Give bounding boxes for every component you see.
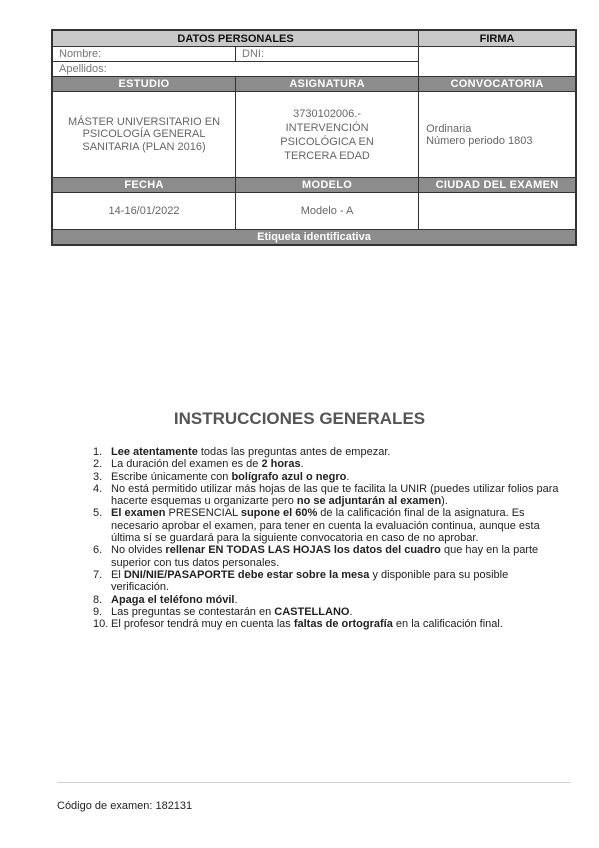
study-header: ESTUDIO [53, 77, 236, 92]
instruction-text: . [234, 593, 238, 606]
instruction-number: 7. [93, 568, 103, 581]
instruction-number: 4. [93, 482, 103, 495]
model-header: MODELO [236, 178, 419, 193]
instruction-emphasis: CASTELLANO [274, 605, 350, 618]
instruction-number: 8. [93, 593, 103, 606]
instruction-item [93, 606, 569, 618]
call-header: CONVOCATORIA [419, 77, 576, 92]
instruction-text: Escribe únicamente con [111, 470, 232, 483]
instructions-title: INSTRUCCIONES GENERALES [173, 409, 426, 428]
instruction-item [93, 594, 569, 606]
instructions-list [93, 446, 569, 630]
instruction-item [93, 446, 569, 458]
instruction-text: La duración del examen es de [111, 458, 262, 471]
dni-label: DNI: [242, 48, 265, 60]
instruction-text: El [111, 568, 124, 581]
instruction-emphasis: Lee atentamente [111, 446, 198, 458]
instruction-item [93, 458, 569, 470]
instruction-item [93, 471, 569, 483]
instruction-text: Las preguntas se contestarán en [111, 605, 275, 618]
instruction-text: que hay en la parte superior con tus datos personales. [111, 544, 539, 569]
instruction-number: 2. [93, 458, 103, 471]
exam-header-box [51, 29, 577, 246]
exam-code: Código de examen: 182131 [57, 800, 193, 812]
instruction-number: 10. [93, 618, 109, 631]
subject-header: ASIGNATURA [236, 77, 419, 92]
date-header: FECHA [53, 178, 236, 193]
instruction-text: ). [441, 495, 448, 508]
study-value: MÁSTER UNIVERSITARIO EN PSICOLOGÍA GENERAL SANITARIA (PLAN 2016) [53, 92, 236, 178]
instruction-emphasis: DNI/NIE/PASAPORTE debe estar sobre la mesa [123, 568, 370, 581]
instruction-item [93, 507, 569, 544]
surname-field[interactable] [53, 62, 419, 77]
instruction-emphasis: rellenar EN TODAS LAS HOJAS los datos del cuadro [165, 544, 441, 557]
instruction-text: . [349, 605, 353, 618]
city-header: CIUDAD DEL EXAMEN [419, 178, 576, 193]
city-field[interactable] [419, 193, 576, 230]
dni-field[interactable] [236, 47, 419, 62]
instruction-text: en la calificación final. [392, 618, 503, 631]
instruction-emphasis: El examen [111, 507, 166, 520]
instruction-emphasis: supone el 60% [240, 507, 318, 520]
date-value: 14-16/01/2022 [53, 193, 236, 230]
instruction-item [93, 618, 569, 630]
instruction-number: 1. [93, 446, 103, 458]
instruction-text: . [300, 458, 304, 471]
footer-divider [57, 782, 571, 783]
personal-data-title: DATOS PERSONALES [53, 31, 419, 47]
instruction-emphasis: faltas de ortografía [293, 618, 393, 631]
model-value: Modelo - A [236, 193, 419, 230]
instruction-number: 5. [93, 507, 103, 520]
signature-area[interactable] [419, 47, 576, 77]
instruction-emphasis: no se adjuntarán al examen [296, 495, 442, 508]
subject-value: 3730102006.- INTERVENCIÓN PSICOLÓGICA EN TERCERA EDAD [236, 92, 419, 178]
instruction-number: 9. [93, 605, 103, 618]
instruction-emphasis: Apaga el teléfono móvil [111, 593, 235, 606]
name-label: Nombre: [59, 48, 102, 60]
instruction-text: de la calificación final de la asignatura. Es necesario aprobar el examen, para tener en cuenta la evaluación continua, aunque esta última sí se guardará para la siguiente convocatoria en caso de no aprobar. [111, 507, 540, 545]
instruction-text: todas las preguntas antes de empezar. [197, 446, 391, 458]
exam-header-table [52, 30, 576, 245]
instruction-emphasis: bolígrafo azul o negro [231, 470, 347, 483]
instruction-item [93, 483, 569, 508]
name-field[interactable] [53, 47, 236, 62]
instruction-number: 3. [93, 470, 103, 483]
instruction-text: PRESENCIAL [165, 507, 241, 520]
instruction-text: El profesor tendrá muy en cuenta las [111, 618, 294, 631]
instruction-text: No está permitido utilizar más hojas de las que te facilita la UNIR (puedes utilizar folios para hacerte esquemas u organizarte pero [111, 482, 559, 508]
instruction-number: 6. [93, 544, 103, 557]
instruction-item [93, 569, 569, 594]
instruction-emphasis: 2 horas [261, 458, 301, 471]
id-label-bar: Etiqueta identificativa [53, 230, 576, 245]
instruction-text: y disponible para su posible verificación. [111, 568, 509, 594]
instruction-text: . [346, 470, 350, 483]
instruction-text: No olvides [111, 544, 166, 557]
call-value: Ordinaria Número periodo 1803 [419, 92, 576, 178]
instruction-item [93, 544, 569, 569]
signature-title: FIRMA [419, 31, 576, 47]
surname-label: Apellidos: [59, 63, 107, 75]
